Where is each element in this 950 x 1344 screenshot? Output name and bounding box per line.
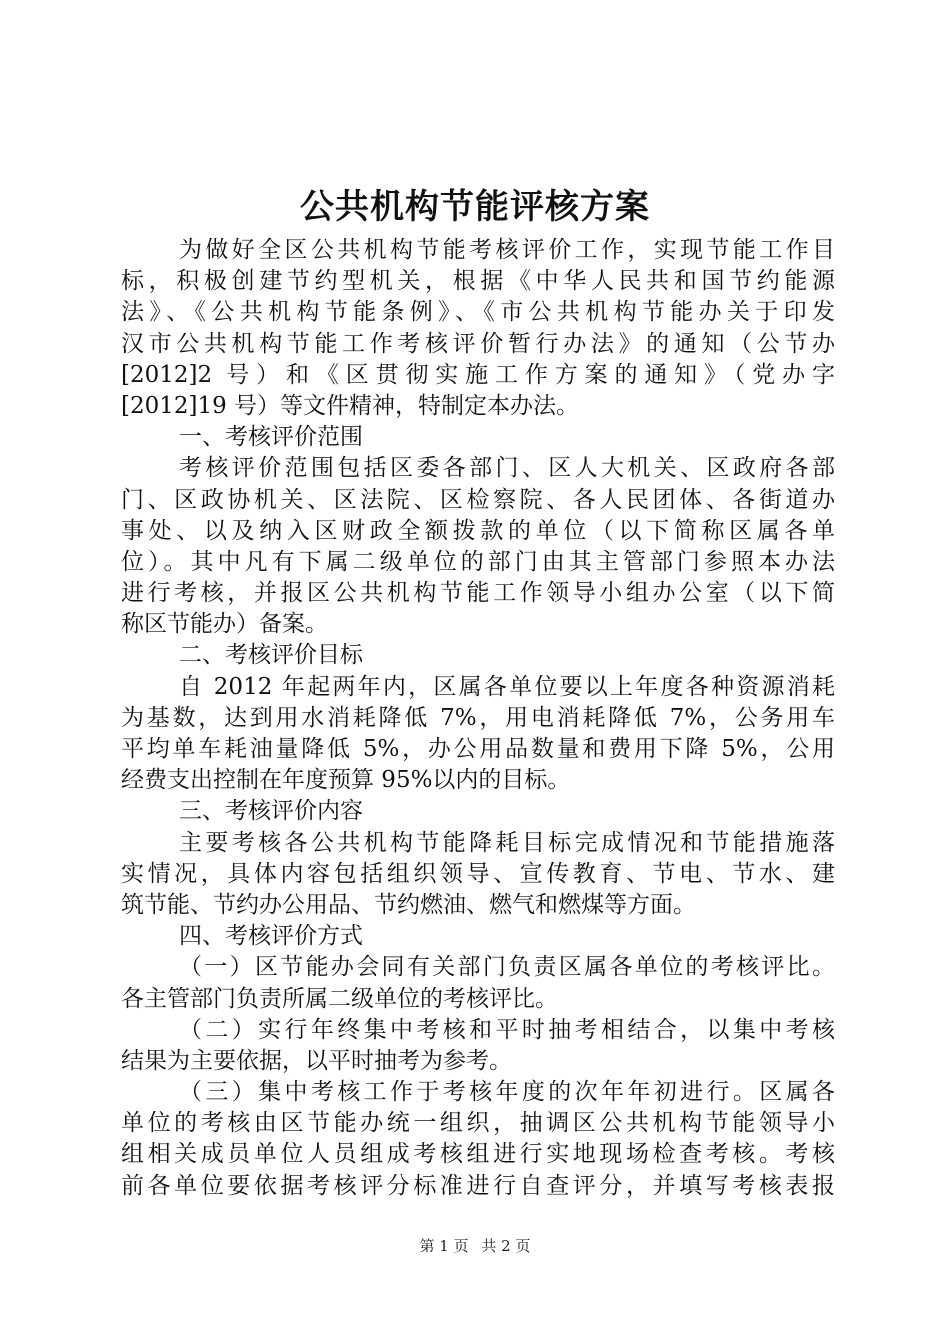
body-line: 标，积极创建节约型机关，根据《中华人民共和国节约能源	[121, 268, 835, 295]
body-line: [2012]2 号）和《区贯彻实施工作方案的通知》（党办字	[121, 361, 835, 388]
body-line: 四、考核评价方式	[179, 923, 363, 950]
page-footer	[0, 1236, 950, 1256]
body-line: 汉市公共机构节能工作考核评价暂行办法》的通知（公节办	[121, 330, 835, 357]
body-line: 为做好全区公共机构节能考核评价工作，实现节能工作目	[179, 237, 835, 263]
body-line: 法》、《公共机构节能条例》、《市公共机构节能办关于印发	[121, 299, 835, 326]
body-line: 三、考核评价内容	[179, 798, 363, 825]
body-line: 各主管部门负责所属二级单位的考核评比。	[121, 985, 558, 1012]
body-line: 主要考核各公共机构节能降耗目标完成情况和节能措施落	[179, 829, 835, 856]
body-line: 门、区政协机关、区法院、区检察院、各人民团体、各街道办	[121, 486, 835, 513]
body-line: 前各单位要依据考核评分标准进行自查评分，并填写考核表报	[121, 1172, 835, 1199]
body-line: 实情况，具体内容包括组织领导、宣传教育、节电、节水、建	[121, 860, 835, 887]
body-line: 二、考核评价目标	[179, 642, 363, 669]
body-line: 经费支出控制在年度预算 95%以内的目标。	[121, 767, 571, 794]
body-line: 筑节能、节约办公用品、节约燃油、燃气和燃煤等方面。	[121, 891, 696, 918]
page-number: 第 1 页	[419, 1237, 469, 1255]
page-total: 共 2 页	[481, 1237, 531, 1255]
body-line: 单位的考核由区节能办统一组织，抽调区公共机构节能领导小	[121, 1110, 835, 1137]
body-line: （二）实行年终集中考核和平时抽考相结合，以集中考核	[179, 1016, 835, 1043]
document-body	[121, 235, 835, 1202]
body-line: 事处、以及纳入区财政全额拨款的单位（以下简称区属各单	[121, 517, 835, 544]
body-line: 考核评价范围包括区委各部门、区人大机关、区政府各部	[179, 455, 835, 482]
body-line: [2012]19 号）等文件精神，特制定本办法。	[121, 392, 580, 419]
body-line: 自 2012 年起两年内，区属各单位要以上年度各种资源消耗	[179, 673, 835, 700]
body-line: 称区节能办）备案。	[121, 611, 328, 638]
body-line: 平均单车耗油量降低 5%，办公用品数量和费用下降 5%，公用	[121, 736, 835, 762]
body-line: 进行考核，并报区公共机构节能工作领导小组办公室（以下简	[121, 580, 835, 607]
body-line: 位）。其中凡有下属二级单位的部门由其主管部门参照本办法	[121, 548, 835, 575]
body-line: 为基数，达到用水消耗降低 7%，用电消耗降低 7%，公务用车	[121, 704, 835, 731]
body-line: （一）区节能办会同有关部门负责区属各单位的考核评比。	[179, 954, 835, 981]
body-line: 一、考核评价范围	[179, 424, 363, 451]
body-line: 组相关成员单位人员组成考核组进行实地现场检查考核。考核	[121, 1141, 835, 1168]
document-title: 公共机构节能评核方案	[300, 187, 650, 227]
body-line: （三）集中考核工作于考核年度的次年年初进行。区属各	[179, 1079, 835, 1106]
body-line: 结果为主要依据，以平时抽考为参考。	[121, 1047, 512, 1074]
